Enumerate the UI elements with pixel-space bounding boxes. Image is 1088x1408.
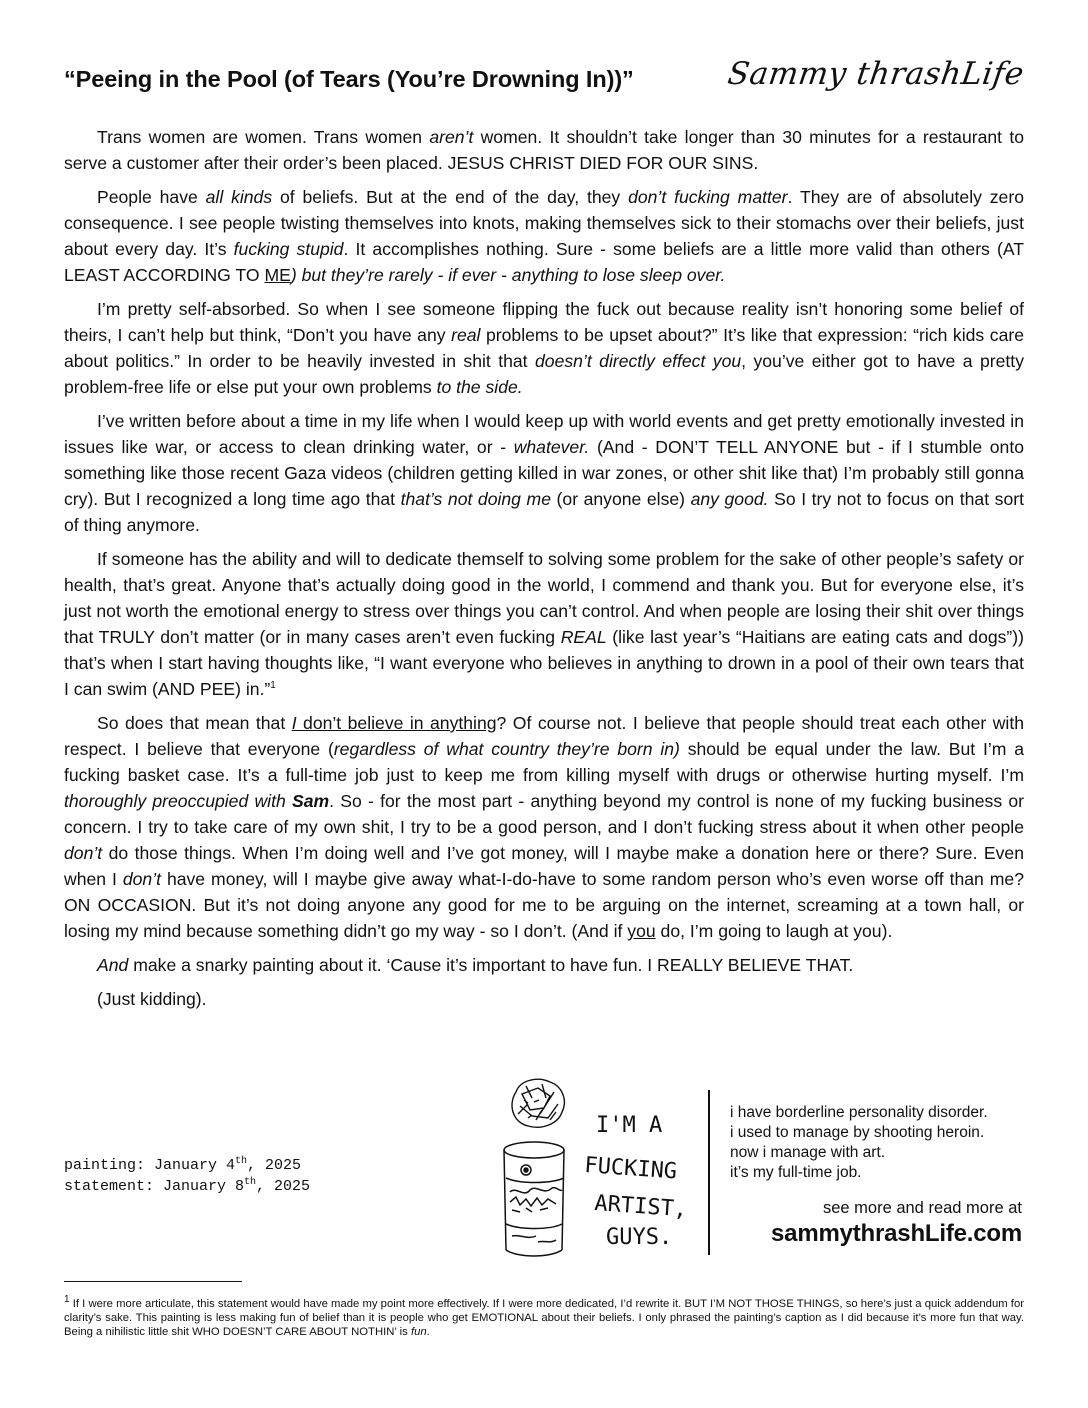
caption-line: GUYS. <box>606 1225 673 1250</box>
text-run: (or anyone else) <box>550 489 691 509</box>
emphasis: any good. <box>690 489 769 509</box>
text-run: So does that mean that <box>97 713 292 733</box>
emphasis: And <box>97 955 129 975</box>
emphasis: don’t <box>64 843 103 863</box>
text-run: make a snarky painting about it. ‘Cause it’s important to have fun. I REALLY BELIEVE THAT. <box>128 955 854 975</box>
text-run: problems to be upset about?” It’s like that expression: “rich kids care about politics.” In order to be heavily invested in shit that <box>64 325 1024 371</box>
date-year: , 2025 <box>256 1178 311 1195</box>
bio-line: i used to manage by shooting heroin. <box>730 1124 985 1141</box>
crumpled-paper-icon <box>512 1079 564 1127</box>
text-run: Trans women are women. Trans women <box>97 127 430 147</box>
bold-emphasis: Sam <box>291 791 330 811</box>
footnote-reference[interactable]: 1 <box>270 680 276 692</box>
statement-date <box>64 1176 310 1197</box>
paragraph-1 <box>64 124 1024 176</box>
footnote <box>64 1294 1024 1339</box>
page-title: “Peeing in the Pool (of Tears (You’re Drowning In))” <box>64 66 634 92</box>
bio-line: i have borderline personality disorder. <box>730 1104 988 1121</box>
emphasis: I <box>291 713 297 733</box>
paragraph-5 <box>64 546 1024 702</box>
underlined-text: you <box>627 921 656 941</box>
emphasis: doesn’t directly effect you <box>535 351 742 371</box>
artist-bio <box>730 1103 1030 1183</box>
emphasis: to the side. <box>436 377 523 397</box>
essay-body <box>64 124 1024 1020</box>
text-run: . It accomplishes nothing. Sure - some beliefs are a little more valid than others (AT LEAST ACCORDING TO <box>64 239 1025 285</box>
emphasis: that’s not doing me <box>400 489 551 509</box>
emphasis: don’t <box>122 869 161 889</box>
header <box>64 56 1027 112</box>
website-link[interactable]: sammythrashLife.com <box>771 1220 1022 1247</box>
text-run: I’m pretty self-absorbed. So when I see someone flipping the fuck out because reality isn’t honoring some belief of theirs, I can’t help but think, “Don’t you have any <box>64 299 1024 345</box>
painting-date <box>64 1155 310 1176</box>
text-run: of beliefs. But at the end of the day, they <box>272 187 629 207</box>
emphasis: REAL <box>560 627 607 647</box>
caption-line: I'M A <box>596 1113 663 1138</box>
see-more-text: see more and read more at <box>822 1199 1022 1217</box>
text-run: . They are of absolutely zero consequence. I see people twisting themselves into knots, making themselves sick to their stomachs over their beliefs, just about every day. It’s <box>64 187 1024 259</box>
text-run: If I were more articulate, this statement would have made my point more effectively. If I were more dedicated, I’d rewrite it. BUT I’M NOT THOSE THINGS, so here’s just a quick addendum for clarity’s sake. This painting is less making fun of belief than it is people who get EMOTIONAL about their beliefs. I only phrased the painting’s caption as I did because it’s more fun that way. Being a nihilistic little shit WHO DOESN’T CARE ABOUT NOTHIN’ is <box>64 1298 1024 1338</box>
caption-line: ARTIST, <box>593 1191 688 1223</box>
text-run: , you’ve either got to have a pretty problem-free life or else put your own problems <box>64 351 1024 397</box>
bio-line: it’s my full-time job. <box>730 1164 862 1181</box>
emphasis: whatever. <box>513 437 590 457</box>
art-caption <box>584 1113 688 1250</box>
date-label: statement: January 8 <box>64 1178 245 1195</box>
tin-can-icon <box>504 1142 564 1256</box>
text-run: do those things. When I’m doing well and I’ve got money, will I maybe make a donation here or there? Sure. Even when I <box>64 843 1024 889</box>
footnote-divider <box>64 1281 242 1282</box>
paragraph-8: (Just kidding). <box>97 989 207 1009</box>
artist-sketch-image <box>498 1074 702 1264</box>
vertical-divider <box>708 1090 710 1255</box>
emphasis: all kinds <box>205 187 273 207</box>
text-run: don’t believe in anything <box>296 713 497 733</box>
text-run: . So - for the most part - anything beyond my control is none of my fucking business or concern. I try to take care of my own shit, I try to be a good person, and I don’t fucking stress about it when other people <box>64 791 1025 837</box>
ordinal-suffix: th <box>244 1177 257 1188</box>
footnote-mark: 1 <box>64 1294 70 1306</box>
underlined-text: ME <box>264 265 291 285</box>
paragraph-4 <box>64 408 1024 538</box>
text-run: . <box>426 1326 430 1338</box>
ordinal-suffix: th <box>235 1156 248 1167</box>
emphasis: fun <box>410 1326 427 1338</box>
text-run: ? Of course not. I believe that people should treat each other with respect. I believe that everyone ( <box>64 713 1024 759</box>
text-run: (like last year’s “Haitians are eating cats and dogs”)) that’s when I start having thoughts like, “I want everyone who believes in anything to drown in a pool of their own tears that I can swim (AND PEE) in.” <box>64 627 1025 699</box>
emphasis: real <box>451 325 481 345</box>
date-year: , 2025 <box>247 1157 302 1174</box>
text-run: have money, will I maybe give away what-I-do-have to some random person who’s even worse off than me? ON OCCASION. But it’s not doing anyone any good for me to be arguing on the internet, screaming at a town hall, or losing my mind because something didn’t go my way - so I don’t. (And if <box>64 869 1024 941</box>
text-run: I’ve written before about a time in my life when I would keep up with world events and get pretty emotionally invested in issues like war, or access to clean drinking water, or - <box>64 411 1024 457</box>
emphasis: fucking stupid <box>233 239 344 259</box>
text-run: should be equal under the law. But I’m a fucking basket case. It’s a full-time job just to keep me from killing myself with drugs or otherwise hurting myself. I’m <box>64 739 1025 785</box>
date-block <box>64 1155 310 1197</box>
paragraph-2 <box>64 184 1024 288</box>
emphasis: don’t fucking matter <box>628 187 788 207</box>
text-run: do, I’m going to laugh at you). <box>655 921 893 941</box>
emphasis: thoroughly preoccupied with <box>64 791 292 811</box>
bio-line: now i manage with art. <box>730 1144 886 1161</box>
text-run: ) but they’re rarely - if ever - anything to lose sleep over. <box>290 265 726 285</box>
underlined-text <box>292 713 497 733</box>
emphasis: regardless of what country they’re born in) <box>333 739 680 759</box>
text-run: (And - DON’T TELL ANYONE but - if I stumble onto something like those recent Gaza videos (children getting killed in war zones, or other shit like that) I’m probably still gonna cry). But I recognized a long time ago that <box>64 437 1024 509</box>
paragraph-7 <box>64 952 1024 978</box>
text-run: women. It shouldn’t take longer than 30 minutes for a restaurant to serve a customer after their order’s been placed. JESUS CHRIST DIED FOR OUR SINS. <box>64 127 1024 173</box>
caption-line: FUCKING <box>583 1153 678 1185</box>
text-run: So I try not to focus on that sort of thing anymore. <box>64 489 1024 535</box>
author-signature: Sammy thrashLife <box>725 56 1027 92</box>
date-label: painting: January 4 <box>64 1157 236 1174</box>
paragraph-3 <box>64 296 1024 400</box>
text-run: People have <box>97 187 206 207</box>
emphasis: aren’t <box>429 127 474 147</box>
text-run: If someone has the ability and will to dedicate themself to solving some problem for the sake of other people’s safety or health, that’s great. Anyone that’s actually doing good in the world, I commend and thank you. But for everyone else, it’s just not worth the emotional energy to stress over things you can’t control. And when people are losing their shit over things that TRULY don’t matter (or in many cases aren’t even fucking <box>64 549 1024 647</box>
paragraph-6 <box>64 710 1024 944</box>
